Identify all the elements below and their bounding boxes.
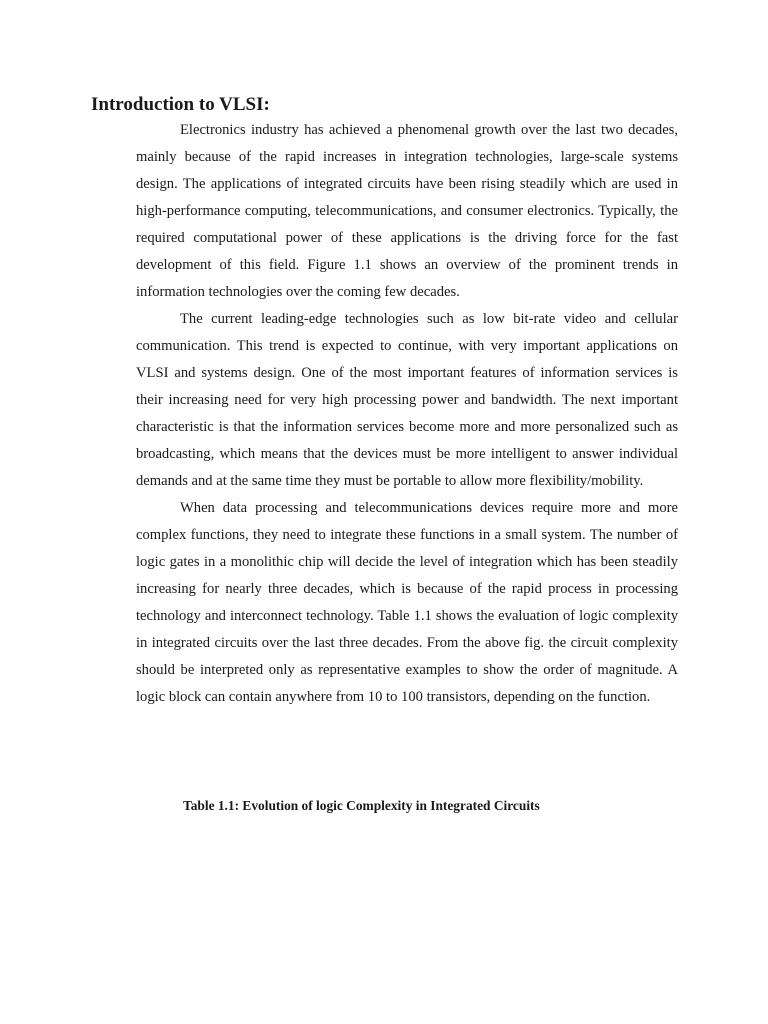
section-heading: Introduction to VLSI: [91, 94, 270, 115]
paragraph-2: The current leading-edge technologies such as low bit-rate video and cellular communication. This trend is expected to continue, with very important applications on VLSI and systems design. One of the most important features of information services is their increasing need for very high processing power and bandwidth. The next important characteristic is that the information services become more and more personalized such as broadcasting, which means that the devices must be more intelligent to answer individual demands and at the same time they must be portable to allow more flexibility/mobility. [136, 311, 678, 489]
paragraph-1: Electronics industry has achieved a phenomenal growth over the last two decades, mainly because of the rapid increases in integration technologies, large-scale systems design. The applications of integrated circuits have been rising steadily which are used in high-performance computing, telecommunications, and consumer electronics. Typically, the required computational power of these applications is the driving force for the fast development of this field. Figure 1.1 shows an overview of the prominent trends in information technologies over the coming few decades. [136, 122, 678, 300]
paragraph-3: When data processing and telecommunications devices require more and more complex functions, they need to integrate these functions in a small system. The number of logic gates in a monolithic chip will decide the level of integration which has been steadily increasing for nearly three decades, which is because of the rapid process in processing technology and interconnect technology. Table 1.1 shows the evaluation of logic complexity in integrated circuits over the last three decades. From the above fig. the circuit complexity should be interpreted only as representative examples to show the order of magnitude. A logic block can contain anywhere from 10 to 100 transistors, depending on the function. [136, 500, 678, 705]
body-text [136, 117, 678, 711]
table-caption: Table 1.1: Evolution of logic Complexity in Integrated Circuits [183, 798, 540, 813]
